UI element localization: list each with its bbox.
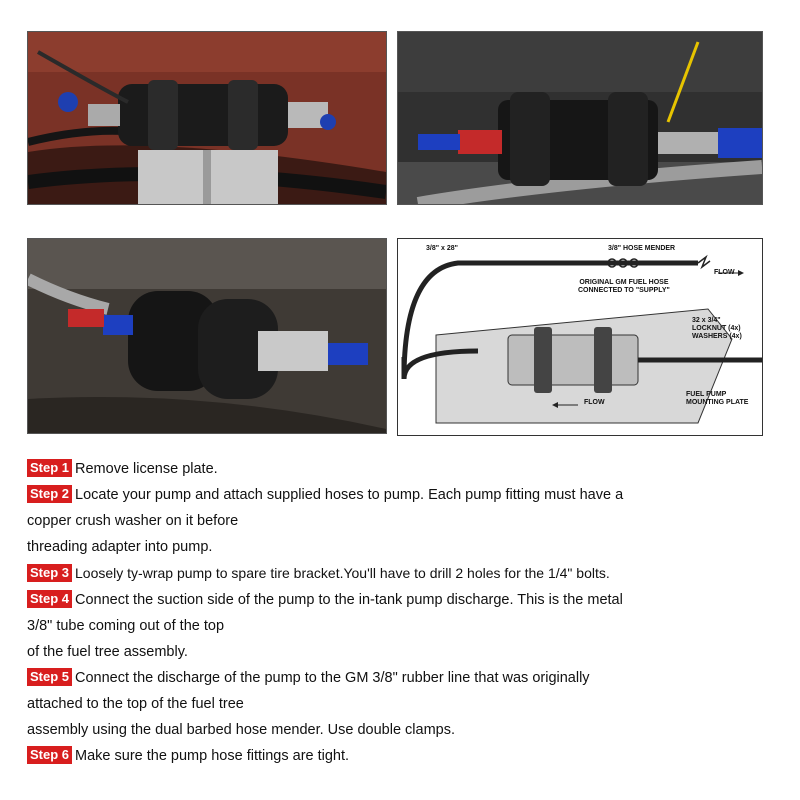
flow-top-label: FLOW [714, 269, 735, 276]
step-badge: Step 4 [27, 590, 72, 608]
hose-size-label: 3/8" x 28" [426, 245, 458, 252]
locknut-label: 32 x 3/4" LOCKNUT (4x) WASHERS (4x) [692, 317, 742, 340]
step-text-continued: of the fuel tree assembly. [27, 644, 188, 660]
step-text-continued: threading adapter into pump. [27, 539, 213, 555]
step-text: Remove license plate. [75, 461, 218, 477]
step-badge: Step 2 [27, 485, 72, 503]
step-badge: Step 6 [27, 746, 72, 764]
step-badge: Step 5 [27, 668, 72, 686]
step-3 [27, 560, 772, 587]
installation-diagram [397, 238, 763, 436]
mounting-plate-label: FUEL PUMP MOUNTING PLATE [686, 391, 749, 406]
step-badge: Step 1 [27, 459, 72, 477]
step-2 [27, 482, 772, 508]
flow-bottom-label: FLOW [584, 399, 605, 406]
step-text: Make sure the pump hose fittings are tight. [75, 748, 350, 764]
photo-pump-bracket [27, 31, 387, 205]
step-text-continued: assembly using the dual barbed hose mender. Use double clamps. [27, 722, 456, 738]
hose-mender-label: 3/8" HOSE MENDER [608, 245, 676, 252]
step-5 [27, 665, 772, 691]
original-hose-label: ORIGINAL GM FUEL HOSE CONNECTED TO "SUPPLY" [578, 279, 670, 294]
step-text: Connect the suction side of the pump to the in-tank pump discharge. This is the metal [75, 592, 623, 608]
step-1 [27, 456, 772, 482]
step-4 [27, 587, 772, 613]
photo-pump-closeup [27, 238, 387, 434]
photo-pump-braided-hose [397, 31, 763, 205]
step-text-continued: 3/8" tube coming out of the top [27, 618, 225, 634]
step-text: Connect the discharge of the pump to the GM 3/8" rubber line that was originally [75, 670, 590, 686]
step-text: Locate your pump and attach supplied hoses to pump. Each pump fitting must have a [75, 487, 624, 503]
step-badge: Step 3 [27, 564, 72, 582]
step-6 [27, 743, 772, 769]
steps-list [27, 456, 772, 769]
step-text-continued: copper crush washer on it before [27, 513, 239, 529]
step-text-continued: attached to the top of the fuel tree [27, 696, 244, 712]
step-text: Loosely ty-wrap pump to spare tire bracket.You'll have to drill 2 holes for the 1/4" bolts. [75, 565, 610, 581]
